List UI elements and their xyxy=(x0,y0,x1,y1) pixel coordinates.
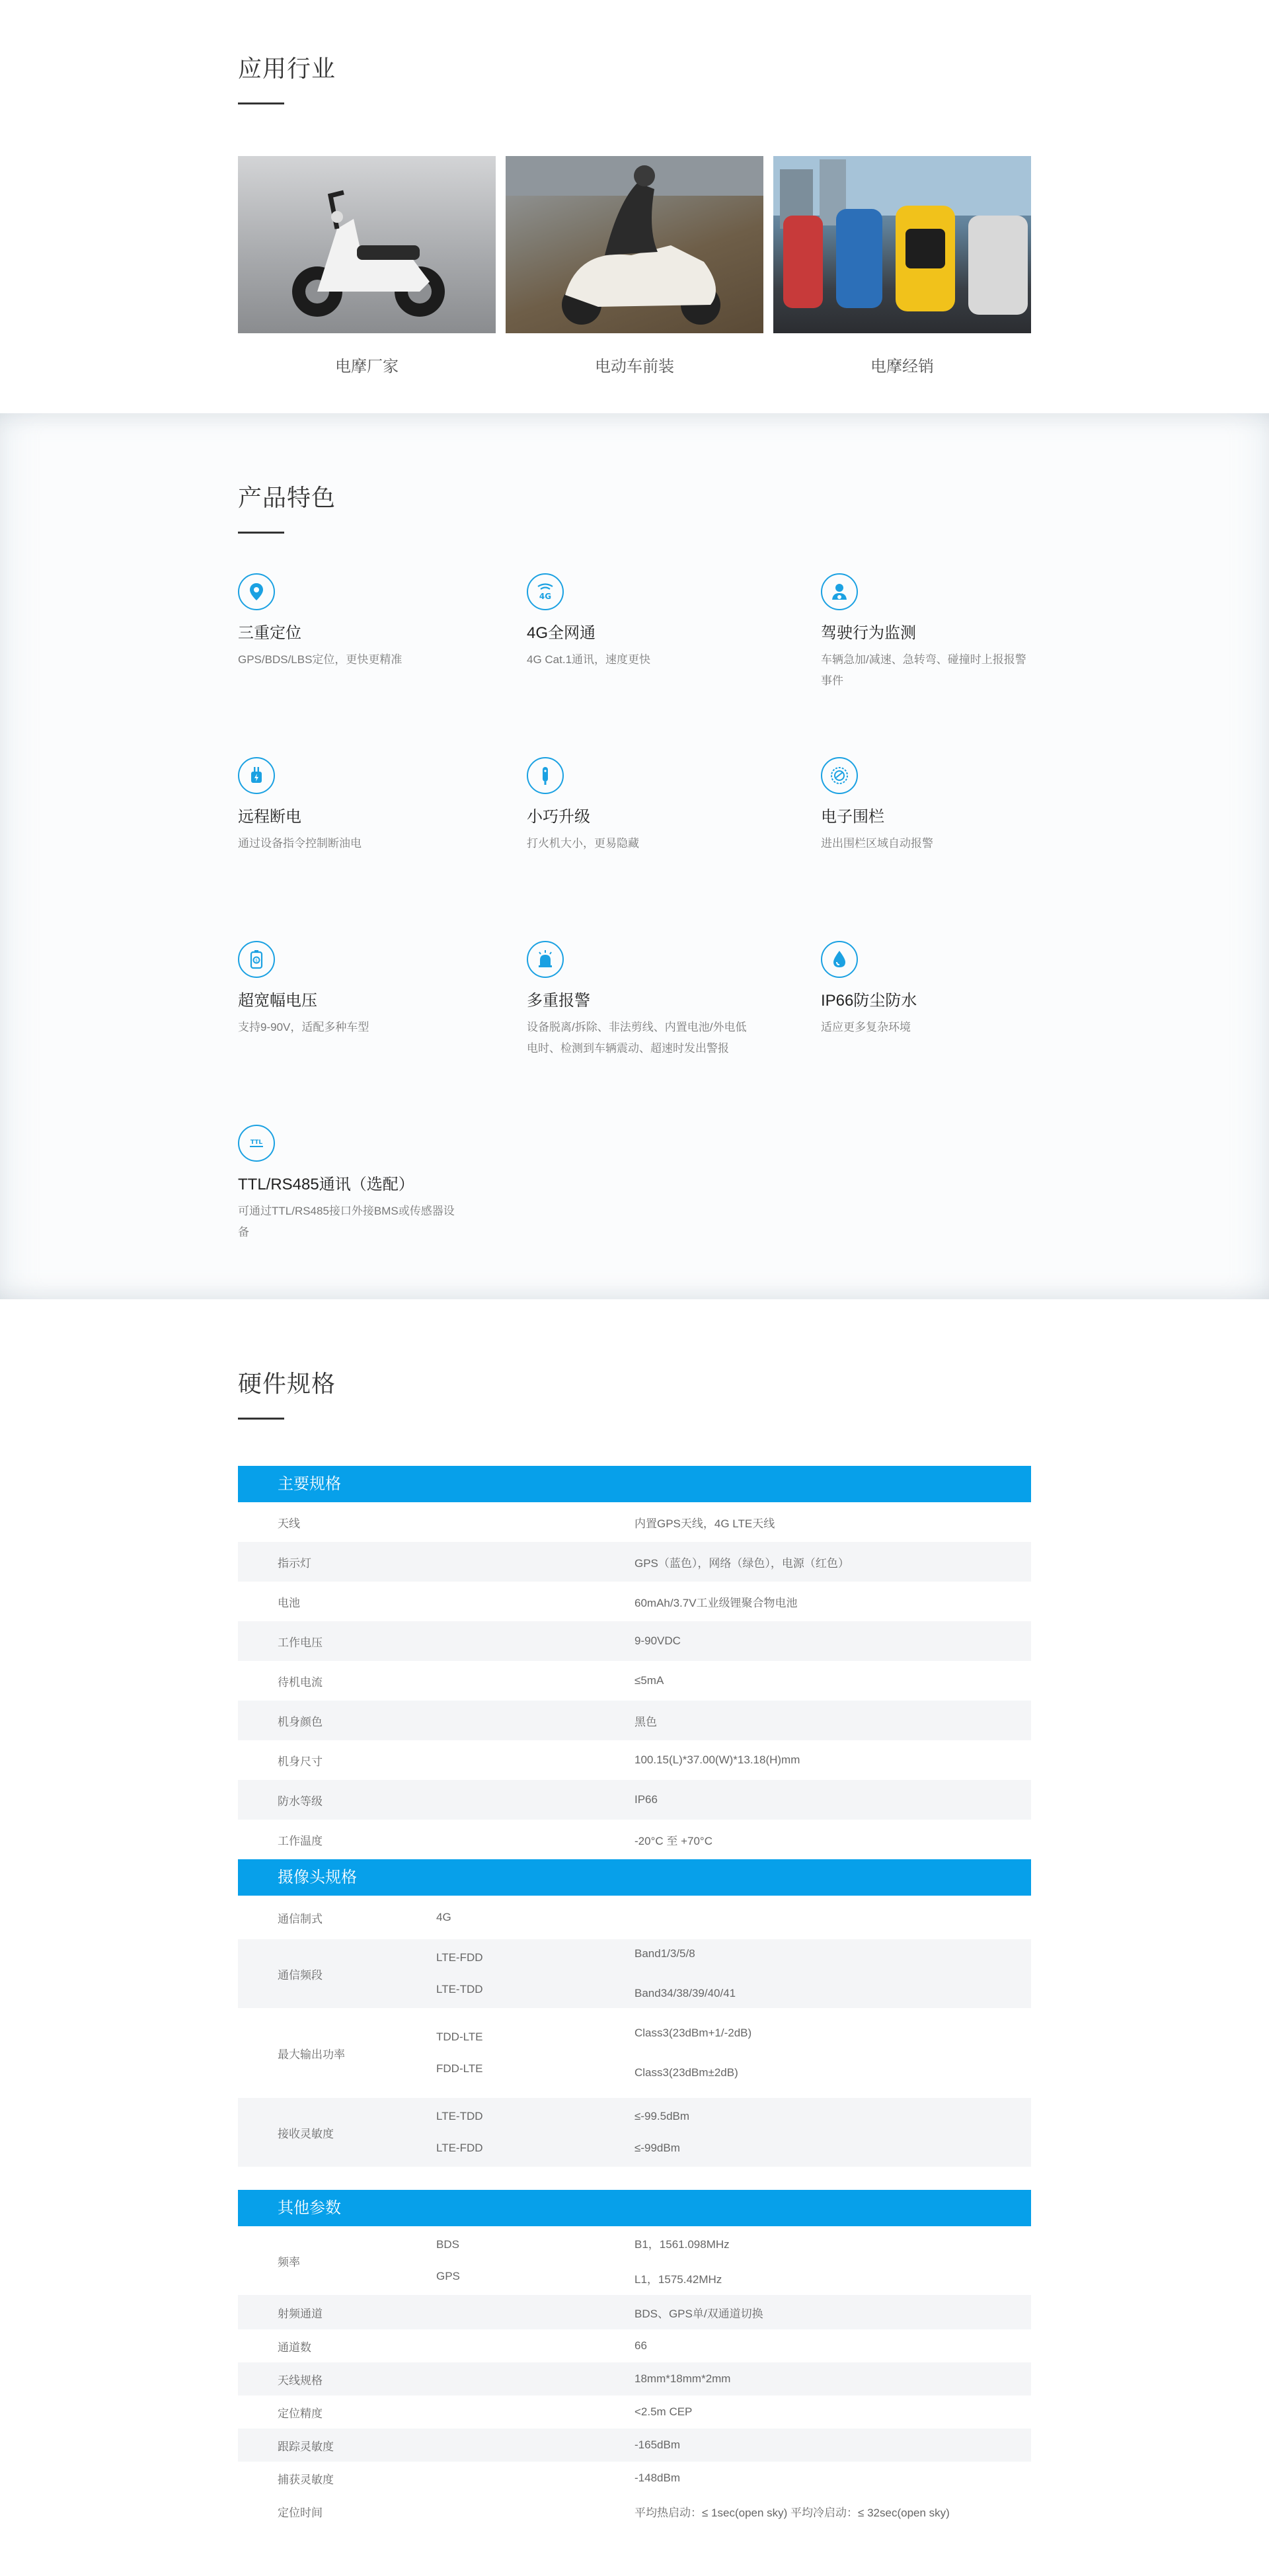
spec-value: 4G xyxy=(436,1911,451,1923)
feature-title: 驾驶行为监测 xyxy=(821,624,916,642)
spec-name: 捕获灵敏度 xyxy=(278,2473,334,2486)
industry-section xyxy=(0,0,1269,413)
title-underline xyxy=(238,102,284,104)
spec-name: 天线 xyxy=(278,1517,300,1530)
spec-name: 工作温度 xyxy=(278,1834,323,1847)
spec-name: 电池 xyxy=(278,1596,300,1609)
scooter-studio-image xyxy=(238,156,496,333)
spec-value: 黑色 xyxy=(634,1715,657,1728)
table-row xyxy=(238,2008,1031,2098)
location-pin-icon xyxy=(238,573,275,610)
spec-name: 防水等级 xyxy=(278,1794,323,1808)
spec-value: 平均热启动：≤ 1sec(open sky) 平均冷启动：≤ 32sec(open sky) xyxy=(634,2506,950,2519)
spec-sub: TDD-LTE xyxy=(436,2031,483,2043)
spec-name: 通信制式 xyxy=(278,1912,323,1925)
feature-desc: 设备脱离/拆除、非法剪线、内置电池/外电低电时、检测到车辆震动、超速时发出警报 xyxy=(527,1021,747,1055)
battery-icon xyxy=(238,941,275,978)
specs-section xyxy=(0,1299,1269,2528)
spec-value: -148dBm xyxy=(634,2472,680,2484)
driver-icon xyxy=(821,573,858,610)
spec-name: 射频通道 xyxy=(278,2307,323,2320)
feature-title: IP66防尘防水 xyxy=(821,992,917,1010)
spec-value: 18mm*18mm*2mm xyxy=(634,2372,731,2385)
industry-card-manufacturer[interactable] xyxy=(238,156,496,376)
table-row xyxy=(238,2362,1031,2395)
signal-4g-icon xyxy=(527,573,564,610)
feature-desc: 进出围栏区域自动报警 xyxy=(821,837,933,850)
table-row xyxy=(238,1820,1031,1859)
spec-value: BDS、GPS单/双通道切换 xyxy=(634,2307,763,2320)
feature-title: TTL/RS485通讯（选配） xyxy=(238,1176,414,1193)
table-row xyxy=(238,2395,1031,2429)
spec-name: 接收灵敏度 xyxy=(278,2127,334,2140)
table-row xyxy=(238,1502,1031,1542)
feature-item xyxy=(821,757,1031,941)
feature-desc: 适应更多复杂环境 xyxy=(821,1021,911,1033)
ttl-icon-text: TTL xyxy=(250,1139,263,1146)
industry-label: 电动车前装 xyxy=(595,358,674,376)
geofence-icon xyxy=(821,757,858,794)
spec-name: 待机电流 xyxy=(278,1675,323,1689)
spec-name: 工作电压 xyxy=(278,1636,323,1649)
spec-name: 机身颜色 xyxy=(278,1715,323,1728)
water-drop-icon xyxy=(821,941,858,978)
scooter-street-image xyxy=(773,156,1031,333)
spec-value: 60mAh/3.7V工业级锂聚合物电池 xyxy=(634,1596,798,1609)
feature-item xyxy=(238,941,527,1125)
spec-value: -20°C 至 +70°C xyxy=(634,1834,713,1847)
industry-title: 应用行业 xyxy=(238,55,336,82)
table-row xyxy=(238,2098,1031,2167)
table-row xyxy=(238,1661,1031,1701)
title-underline xyxy=(238,532,284,534)
industry-grid xyxy=(238,156,1031,376)
spec-name: 机身尺寸 xyxy=(278,1755,323,1768)
industry-label: 电摩经销 xyxy=(870,358,934,376)
table-row xyxy=(238,1896,1031,1939)
feature-title: 远程断电 xyxy=(238,808,301,826)
spec-value: 100.15(L)*37.00(W)*13.18(H)mm xyxy=(634,1753,800,1766)
spec-value: ≤-99.5dBm xyxy=(634,2110,690,2122)
feature-item xyxy=(238,757,527,941)
table-row xyxy=(238,1621,1031,1661)
table-row xyxy=(238,2462,1031,2495)
feature-title: 多重报警 xyxy=(527,992,590,1010)
spec-header-main: 主要规格 xyxy=(238,1466,1031,1502)
compact-device-icon xyxy=(527,757,564,794)
ttl-icon xyxy=(238,1125,275,1162)
spec-table xyxy=(238,1466,1031,2528)
table-row xyxy=(238,2429,1031,2462)
spec-value: Band34/38/39/40/41 xyxy=(634,1987,736,1999)
spec-name: 通道数 xyxy=(278,2341,311,2354)
feature-title: 4G全网通 xyxy=(527,624,596,642)
spec-name: 指示灯 xyxy=(278,1556,311,1570)
industry-card-dealer[interactable] xyxy=(773,156,1031,376)
table-row xyxy=(238,1780,1031,1820)
spec-sub: BDS xyxy=(436,2238,459,2251)
table-row xyxy=(238,1701,1031,1740)
table-row xyxy=(238,1542,1031,1582)
spec-sub: LTE-TDD xyxy=(436,2110,483,2122)
spec-value: 内置GPS天线，4G LTE天线 xyxy=(634,1517,775,1530)
spec-value: L1，1575.42MHz xyxy=(634,2273,722,2286)
features-title: 产品特色 xyxy=(238,484,336,511)
spec-sub: FDD-LTE xyxy=(436,2062,483,2075)
feature-desc: 打火机大小，更易隐藏 xyxy=(527,837,639,850)
scooter-coast-image xyxy=(506,156,763,333)
table-row xyxy=(238,2495,1031,2528)
specs-title: 硬件规格 xyxy=(238,1370,336,1397)
feature-item xyxy=(238,573,527,757)
table-row xyxy=(238,1582,1031,1621)
spec-value: Class3(23dBm+1/-2dB) xyxy=(634,2027,752,2039)
spec-header-other: 其他参数 xyxy=(238,2190,1031,2226)
feature-item xyxy=(238,1125,527,1308)
spec-value: IP66 xyxy=(634,1793,658,1806)
feature-desc: 支持9-90V，适配多种车型 xyxy=(238,1021,369,1033)
power-plug-icon xyxy=(238,757,275,794)
table-row xyxy=(238,1740,1031,1780)
features-grid xyxy=(238,573,1031,1308)
spec-value: 66 xyxy=(634,2339,647,2352)
feature-title: 小巧升级 xyxy=(527,808,590,826)
spec-value: B1，1561.098MHz xyxy=(634,2238,730,2251)
feature-item xyxy=(527,757,821,941)
feature-item xyxy=(527,573,821,757)
spec-value: ≤-99dBm xyxy=(634,2142,680,2154)
title-underline xyxy=(238,1418,284,1420)
spec-sub: LTE-FDD xyxy=(436,2142,483,2154)
alarm-light-icon xyxy=(527,941,564,978)
feature-title: 电子围栏 xyxy=(821,808,884,826)
spec-value: ≤5mA xyxy=(634,1674,664,1687)
spec-value: <2.5m CEP xyxy=(634,2405,693,2418)
industry-card-oem[interactable] xyxy=(506,156,763,376)
table-row xyxy=(238,1939,1031,2008)
spec-value: 9-90VDC xyxy=(634,1634,681,1647)
feature-desc: 通过设备指令控制断油电 xyxy=(238,837,362,850)
svg-text:4G: 4G xyxy=(539,592,552,601)
feature-title: 超宽幅电压 xyxy=(238,992,317,1010)
spec-name: 频率 xyxy=(278,2255,300,2269)
table-row xyxy=(238,2329,1031,2362)
spec-sub: LTE-TDD xyxy=(436,1983,483,1995)
feature-title: 三重定位 xyxy=(238,624,301,642)
feature-desc: 可通过TTL/RS485接口外接BMS或传感器设备 xyxy=(238,1205,455,1238)
spec-name: 通信频段 xyxy=(278,1968,323,1982)
feature-desc: 4G Cat.1通讯，速度更快 xyxy=(527,653,651,666)
feature-desc: GPS/BDS/LBS定位，更快更精准 xyxy=(238,653,403,666)
spec-name: 最大输出功率 xyxy=(278,2048,345,2061)
spec-sub: GPS xyxy=(436,2270,460,2282)
feature-item xyxy=(821,941,1031,1125)
table-row xyxy=(238,2295,1031,2329)
svg-text:$: $ xyxy=(255,958,258,963)
spec-name: 天线规格 xyxy=(278,2374,323,2387)
spec-value: Class3(23dBm±2dB) xyxy=(634,2066,738,2079)
spec-name: 定位精度 xyxy=(278,2407,323,2420)
spec-sub: LTE-FDD xyxy=(436,1951,483,1964)
feature-desc: 车辆急加/减速、急转弯、碰撞时上报报警事件 xyxy=(821,653,1026,687)
spec-name: 跟踪灵敏度 xyxy=(278,2440,334,2453)
industry-label: 电摩厂家 xyxy=(335,358,399,376)
spec-value: -165dBm xyxy=(634,2438,680,2451)
table-row xyxy=(238,2226,1031,2295)
spec-value: Band1/3/5/8 xyxy=(634,1947,695,1960)
features-section xyxy=(0,413,1269,1299)
feature-item xyxy=(527,941,821,1125)
spec-name: 定位时间 xyxy=(278,2506,323,2519)
spec-header-camera: 摄像头规格 xyxy=(238,1859,1031,1896)
feature-item xyxy=(821,573,1031,757)
spec-value: GPS（蓝色），网络（绿色），电源（红色） xyxy=(634,1556,849,1570)
